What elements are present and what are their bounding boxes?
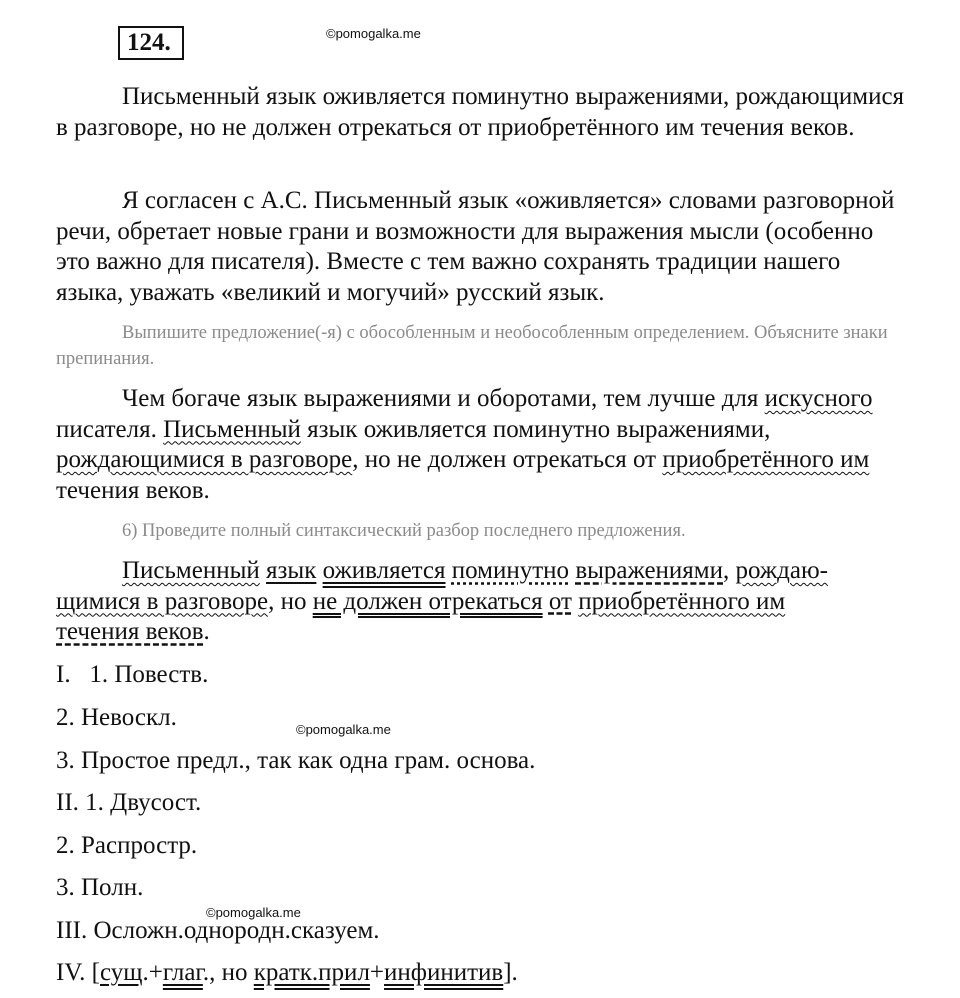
wavy-definition-3: рождающимися в разговоре bbox=[56, 446, 353, 473]
paragraph-opinion-text: Я согласен с А.С. Письменный язык «оживляется» словами разговорной речи, обретает новые грани и возможности для выражения мысли (особенно это важно для писателя). Вместе с тем важно сохранять традиции нашего языка, уважать «великий и могучий» русский язык. bbox=[56, 187, 895, 306]
text-run: ., но bbox=[202, 959, 254, 986]
parsed-word-definition: Письменный bbox=[122, 557, 260, 584]
parsed-word-object-2: течения веков bbox=[56, 618, 204, 645]
text-run: . bbox=[203, 618, 210, 645]
task-instruction-2 bbox=[56, 518, 916, 544]
scheme-subject: сущ bbox=[99, 959, 143, 986]
scheme-predicate-1: глаг bbox=[162, 959, 203, 986]
paragraph-parsed-sentence bbox=[56, 556, 906, 648]
parsed-word-preposition: от bbox=[548, 587, 572, 615]
text-run: ]. bbox=[503, 959, 518, 986]
watermark-top: ©pomogalka.me bbox=[326, 26, 421, 41]
wavy-definition-4: приобретённого им bbox=[662, 446, 870, 473]
scheme-predicate-3: инфинитив bbox=[384, 959, 504, 986]
analysis-line-3: 3. Простое предл., так как одна грам. основа. bbox=[56, 747, 536, 774]
analysis-line-5: 2. Распростр. bbox=[56, 832, 198, 859]
analysis-line-6: 3. Полн. bbox=[56, 874, 144, 901]
text-run: Чем богаче язык выражениями и оборотами, тем лучше для bbox=[122, 385, 765, 412]
text-run: писателя. bbox=[56, 415, 164, 443]
text-run: течения веков. bbox=[56, 476, 210, 504]
parsed-word-definition-2: приобретённого им bbox=[578, 587, 786, 615]
wavy-definition-1: искусного bbox=[764, 385, 873, 412]
scheme-predicate-2: кратк.прил bbox=[253, 959, 370, 986]
text-run: .+ bbox=[142, 959, 163, 986]
paragraph-definitions bbox=[56, 384, 906, 506]
text-run: , bbox=[723, 557, 736, 584]
text-run: язык оживляется поминутно выражениями, bbox=[300, 415, 771, 443]
analysis-line-1: I. 1. Повеств. bbox=[56, 661, 209, 688]
watermark-middle: ©pomogalka.me bbox=[296, 722, 391, 737]
paragraph-quote-text: Письменный язык оживляется поминутно выражениями, рождающимися в разговоре, но не должен отрекаться от приобретённого им течения веков. bbox=[56, 83, 905, 141]
parsed-word-participial-1: рождаю- bbox=[735, 557, 828, 584]
parsed-word-object: выражениями bbox=[575, 557, 724, 584]
text-run: , но bbox=[268, 587, 313, 615]
text-run: + bbox=[369, 959, 385, 986]
parsed-word-predicate: оживляется bbox=[322, 557, 446, 584]
paragraph-quote bbox=[56, 82, 906, 143]
parsed-word-adverbial: поминутно bbox=[451, 557, 570, 584]
exercise-number: 124. bbox=[118, 26, 184, 60]
analysis-line-8 bbox=[56, 958, 518, 988]
task-instruction-2-text: 6) Проведите полный синтаксический разбор последнего предложения. bbox=[122, 521, 686, 541]
task-instruction-1 bbox=[56, 320, 916, 372]
text-run: IV. [ bbox=[56, 959, 100, 986]
parsed-word-predicate-2: не должен отрекаться bbox=[312, 587, 543, 615]
paragraph-opinion bbox=[56, 186, 906, 308]
wavy-definition-2: Письменный bbox=[163, 415, 301, 443]
parsed-word-participial-2: щимися в разговоре bbox=[56, 587, 269, 615]
analysis-line-4: II. 1. Двусост. bbox=[56, 789, 202, 816]
parsed-word-subject: язык bbox=[266, 557, 317, 584]
watermark-bottom: ©pomogalka.me bbox=[206, 905, 301, 920]
analysis-line-2: 2. Невоскл. bbox=[56, 704, 177, 731]
task-instruction-1-text: Выпишите предложение(-я) с обособленным и необособленным определением. Объясните знаки препинания. bbox=[56, 323, 888, 369]
text-run: , но не должен отрекаться от bbox=[352, 446, 663, 473]
analysis-line-7: III. Осложн.однородн.сказуем. bbox=[56, 917, 380, 944]
